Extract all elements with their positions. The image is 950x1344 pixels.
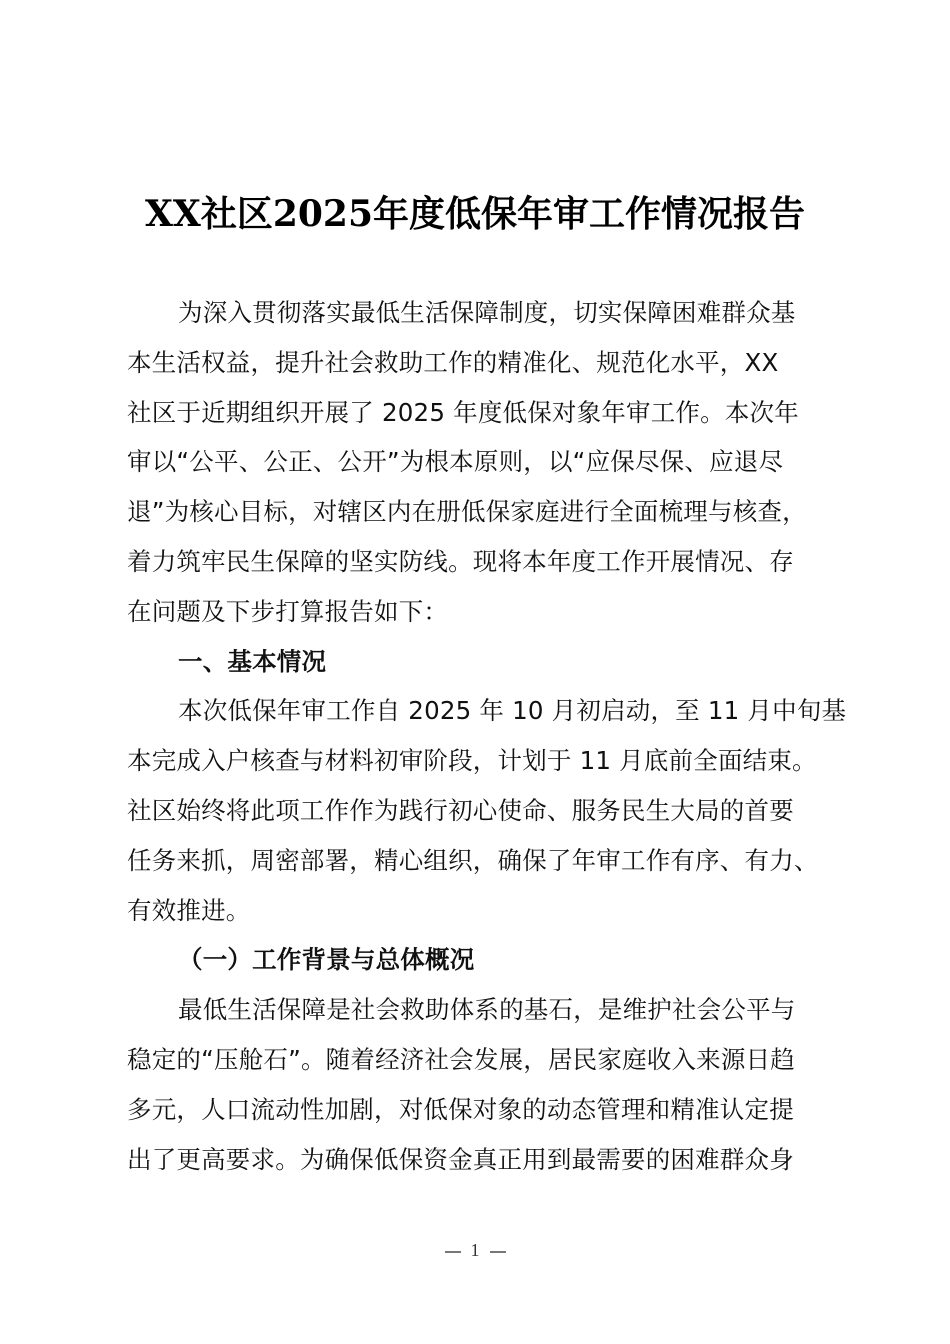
document-title: XX社区2025年度低保年审工作情况报告 xyxy=(144,193,806,235)
page-number: 1 xyxy=(470,1240,480,1260)
paragraph-line: 社区于近期组织开展了 2025 年度低保对象年审工作。本次年 xyxy=(127,397,799,427)
footer-dash-left xyxy=(445,1251,461,1253)
paragraph-line: 本生活权益，提升社会救助工作的精准化、规范化水平，XX xyxy=(127,347,779,377)
paragraph-line: 在问题及下步打算报告如下： xyxy=(127,596,449,626)
paragraph-line: 出了更高要求。为确保低保资金真正用到最需要的困难群众身 xyxy=(127,1144,794,1174)
paragraph-line: 本完成入户核查与材料初审阶段，计划于 11 月底前全面结束。 xyxy=(127,746,817,776)
paragraph-line: 最低生活保障是社会救助体系的基石，是维护社会公平与 xyxy=(178,995,796,1025)
paragraph-line: 审以“公平、公正、公开”为根本原则，以“应保尽保、应退尽 xyxy=(127,447,784,477)
paragraph-line: 稳定的“压舱石”。随着经济社会发展，居民家庭收入来源日趋 xyxy=(127,1044,795,1074)
paragraph-line: 社区始终将此项工作作为践行初心使命、服务民生大局的首要 xyxy=(127,795,794,825)
page-footer xyxy=(0,1240,950,1261)
paragraph-line: 退”为核心目标，对辖区内在册低保家庭进行全面梳理与核查， xyxy=(127,497,807,527)
document-body xyxy=(127,288,847,1184)
subsection-heading: （一）工作背景与总体概况 xyxy=(178,945,475,975)
paragraph-line: 多元，人口流动性加剧，对低保对象的动态管理和精准认定提 xyxy=(127,1094,794,1124)
footer-dash-right xyxy=(490,1251,506,1253)
paragraph-line: 本次低保年审工作自 2025 年 10 月初启动，至 11 月中旬基 xyxy=(178,696,847,726)
paragraph-line: 有效推进。 xyxy=(127,895,251,925)
paragraph-line: 着力筑牢民生保障的坚实防线。现将本年度工作开展情况、存 xyxy=(127,546,794,576)
paragraph-line: 为深入贯彻落实最低生活保障制度，切实保障困难群众基 xyxy=(178,298,796,327)
section-heading: 一、基本情况 xyxy=(178,646,327,676)
paragraph-line: 任务来抓，周密部署，精心组织，确保了年审工作有序、有力、 xyxy=(127,845,819,875)
